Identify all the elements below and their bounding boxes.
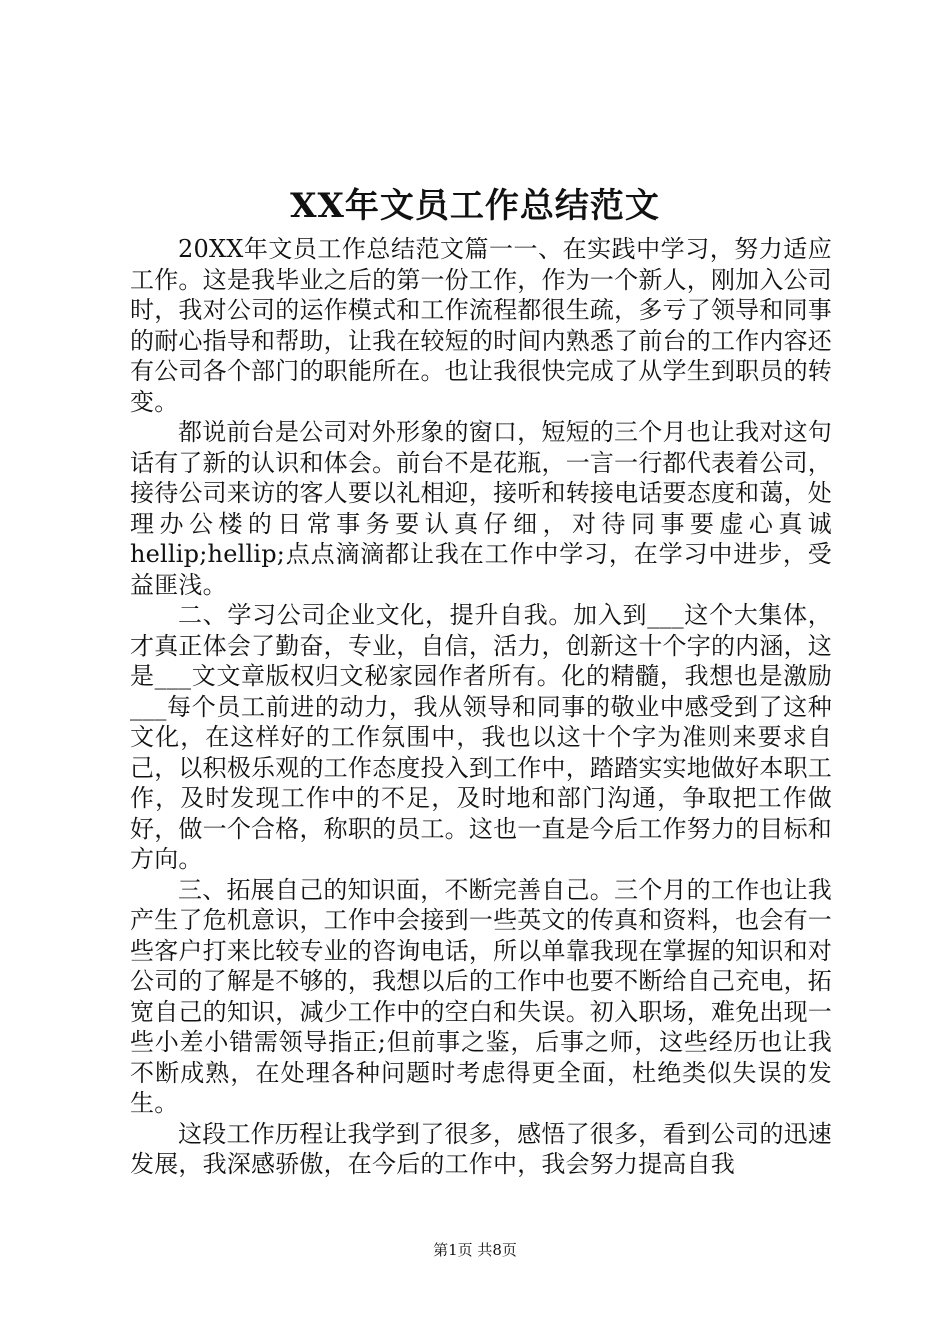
document-body bbox=[130, 234, 832, 1180]
paragraph: 这段工作历程让我学到了很多，感悟了很多，看到公司的迅速发展，我深感骄傲，在今后的工作中，我会努力提高自我 bbox=[130, 1119, 832, 1178]
paragraph: 三、拓展自己的知识面，不断完善自己。三个月的工作也让我产生了危机意识，工作中会接到一些英文的传真和资料，也会有一些客户打来比较专业的咨询电话，所以单靠我现在掌握的知识和对公司的了解是不够的，我想以后的工作中也要不断给自己充电，拓宽自己的知识，减少工作中的空白和失误。初入职场，难免出现一些小差小错需领导指正;但前事之鉴，后事之师，这些经历也让我不断成熟，在处理各种问题时考虑得更全面，杜绝类似失误的发生。 bbox=[130, 875, 832, 1117]
paragraph: 都说前台是公司对外形象的窗口，短短的三个月也让我对这句话有了新的认识和体会。前台不是花瓶，一言一行都代表着公司，接待公司来访的客人要以礼相迎，接听和转接电话要态度和蔼，处理办公楼的日常事务要认真仔细，对待同事要虚心真诚hellip;hellip;点点滴滴都让我在工作中学习，在学习中进步，受益匪浅。 bbox=[130, 418, 832, 599]
paragraph: 二、学习公司企业文化，提升自我。加入到___这个大集体，才真正体会了勤奋，专业，自信，活力，创新这十个字的内涵，这是___文文章版权归文秘家园作者所有。化的精髓，我想也是激励___每个员工前进的动力，我从领导和同事的敬业中感受到了这种文化，在这样好的工作氛围中，我也以这十个字为准则来要求自己，以积极乐观的工作态度投入到工作中，踏踏实实地做好本职工作，及时发现工作中的不足，及时地和部门沟通，争取把工作做好，做一个合格，称职的员工。这也一直是今后工作努力的目标和方向。 bbox=[130, 601, 832, 873]
page-number-footer: 第1页 共8页 bbox=[433, 1241, 517, 1259]
document-title: XX年文员工作总结范文 bbox=[290, 186, 660, 226]
paragraph: 20XX年文员工作总结范文篇一一、在实践中学习，努力适应工作。这是我毕业之后的第一份工作，作为一个新人，刚加入公司时，我对公司的运作模式和工作流程都很生疏，多亏了领导和同事的耐心指导和帮助，让我在较短的时间内熟悉了前台的工作内容还有公司各个部门的职能所在。也让我很快完成了从学生到职员的转变。 bbox=[130, 235, 832, 416]
